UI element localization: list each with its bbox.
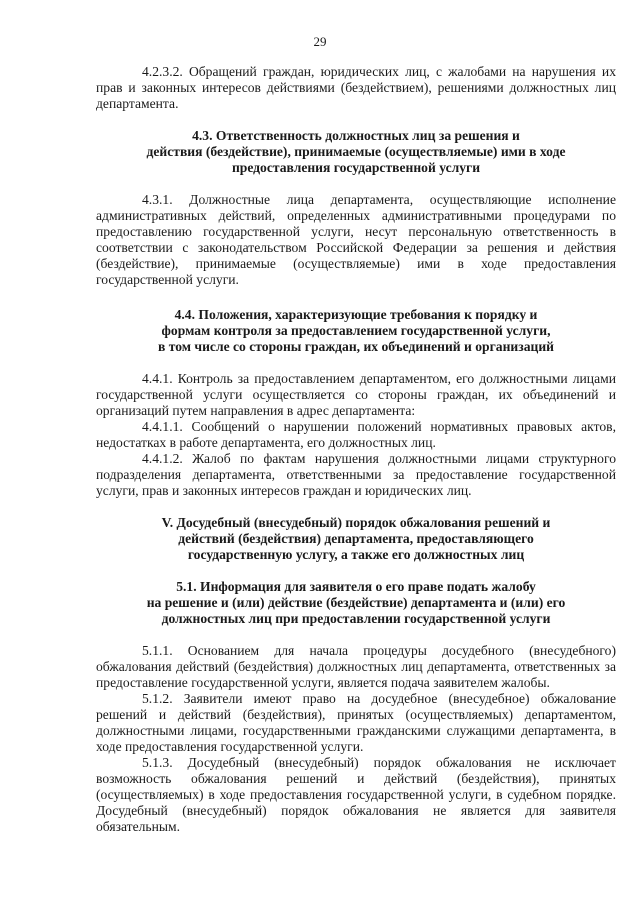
section-heading xyxy=(96,307,616,355)
heading-line: в том числе со стороны граждан, их объединений и организаций xyxy=(158,339,554,354)
section-heading xyxy=(96,579,616,627)
paragraph-text: 5.1.2. Заявители имеют право на досудебное (внесудебное) обжалование решений и действий (бездействия), принятых (осуществляемых) департаментом, должностными лицами, государственными гражданскими служащими департамента, в ходе предоставления государственной услуги. xyxy=(96,691,616,754)
paragraph-text: 4.3.1. Должностные лица департамента, осуществляющие исполнение административных действий, определенных административными процедурами по предоставлению государственной услуги, несут персональную ответственность в соответствии с законодательством Российской Федерации за решения и действия (бездействие), принимаемые (осуществляемые) ими в ходе предоставления государственной услуги. xyxy=(96,192,616,287)
heading-line: предоставления государственной услуги xyxy=(231,160,481,175)
paragraph-text: 4.4.1. Контроль за предоставлением департаментом, его должностными лицами государственной услуги осуществляется со стороны граждан, их объединений и организаций путем направления в адрес департамента: xyxy=(96,371,616,418)
paragraph-4-4-1-2 xyxy=(96,451,616,499)
heading-line: 5.1. Информация для заявителя о его праве подать жалобу xyxy=(176,579,536,594)
heading-section-v xyxy=(96,515,616,563)
paragraph-5-1-2 xyxy=(96,691,616,755)
paragraph-5-1-1 xyxy=(96,643,616,691)
section-heading xyxy=(96,128,616,176)
heading-line: на решение и (или) действие (бездействие) департамента и (или) его xyxy=(146,595,566,610)
paragraph-4-4-1-1 xyxy=(96,419,616,451)
paragraph-text: 4.2.3.2. Обращений граждан, юридических лиц, с жалобами на нарушения их прав и законных интересов действиями (бездействием), решениями должностных лиц департамента. xyxy=(96,64,616,111)
paragraph-text: 4.4.1.2. Жалоб по фактам нарушения должностными лицами структурного подразделения департамента, ответственными за предоставление государственной услуги, прав и законных интересов граждан и юридических лиц. xyxy=(96,451,616,498)
paragraph-text: 5.1.1. Основанием для начала процедуры досудебного (внесудебного) обжалования действий (бездействия) должностных лиц департамента, ответственных за предоставление государственной услуги, является подача заявителем жалобы. xyxy=(96,643,616,690)
heading-line: 4.3. Ответственность должностных лиц за решения и xyxy=(192,128,520,143)
paragraph-4-4-1 xyxy=(96,371,616,419)
paragraph-text: 4.4.1.1. Сообщений о нарушении положений нормативных правовых актов, недостатках в работе департамента, его должностных лиц. xyxy=(96,419,616,450)
heading-line: V. Досудебный (внесудебный) порядок обжалования решений и xyxy=(161,515,551,530)
paragraph-5-1-3 xyxy=(96,755,616,835)
page-number: 29 xyxy=(313,34,327,49)
heading-line: государственную услугу, а также его должностных лиц xyxy=(187,547,525,562)
heading-5-1 xyxy=(96,579,616,627)
paragraph-4-3-1 xyxy=(96,192,616,288)
heading-line: должностных лиц при предоставлении государственной услуги xyxy=(161,611,551,626)
chapter-heading xyxy=(96,515,616,563)
heading-4-4 xyxy=(96,307,616,355)
heading-line: 4.4. Положения, характеризующие требования к порядку и xyxy=(174,307,538,322)
heading-line: действия (бездействие), принимаемые (осуществляемые) ими в ходе xyxy=(146,144,566,159)
heading-4-3 xyxy=(96,128,616,176)
heading-line: действий (бездействия) департамента, предоставляющего xyxy=(178,531,534,546)
heading-line: формам контроля за предоставлением государственной услуги, xyxy=(161,323,551,338)
paragraph-text: 5.1.3. Досудебный (внесудебный) порядок обжалования не исключает возможность обжалования решений и действий (бездействия), принятых (осуществляемых) в ходе предоставления государственной услуги, в судебном порядке. Досудебный (внесудебный) порядок обжалования не является для заявителя обязательным. xyxy=(96,755,616,834)
paragraph-4-2-3-2 xyxy=(96,64,616,112)
